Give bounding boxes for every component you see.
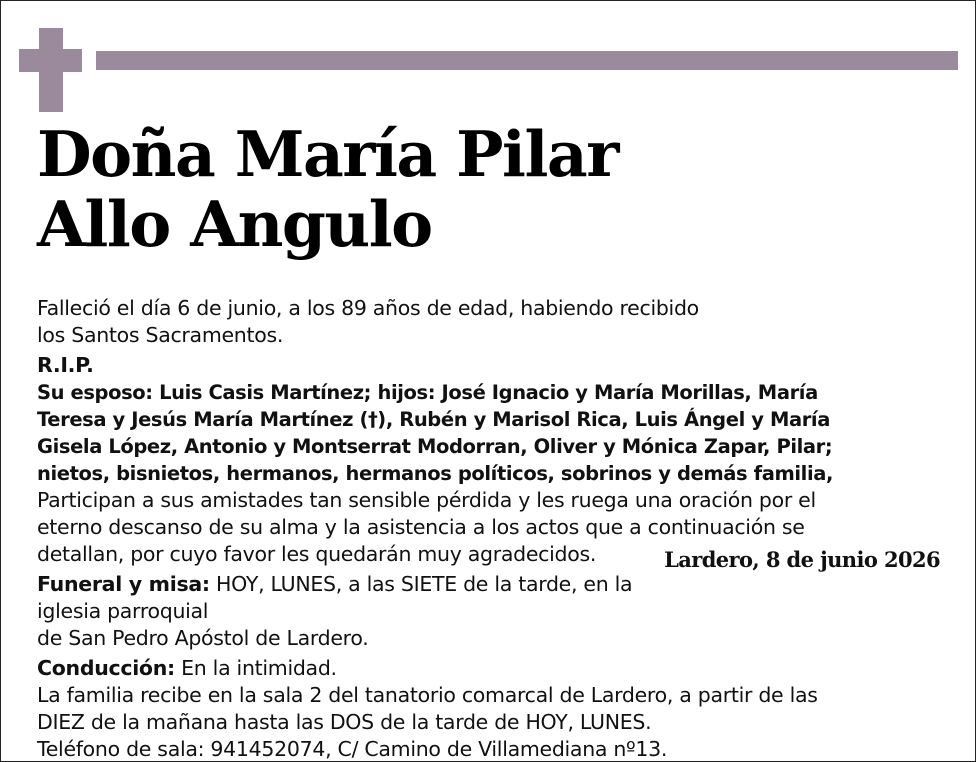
- funeral-text: HOY, LUNES, a las SIETE de la tarde, en la iglesia parroquial: [37, 572, 633, 623]
- wake-line1: La familia recibe en la sala 2 del tanatorio comarcal de Lardero, a partir de las: [37, 683, 818, 707]
- invite-line1: Participan a sus amistades tan sensible pérdida y les ruega una oración por el: [37, 488, 816, 512]
- cross-horizontal-bar: [19, 49, 82, 72]
- death-line2: los Santos Sacramentos.: [37, 323, 284, 347]
- family-line2: Teresa y Jesús María Martínez (†), Rubén y Marisol Rica, Luis Ángel y María: [37, 408, 830, 431]
- family-line3: Gisela López, Antonio y Montserrat Modorran, Oliver y Mónica Zapar, Pilar;: [37, 435, 833, 458]
- announcement-body: [37, 295, 942, 762]
- death-line1: Falleció el día 6 de junio, a los 89 años de edad, habiendo recibido: [37, 296, 699, 320]
- funeral-line1: [37, 571, 942, 625]
- funeral-label: Funeral y misa:: [37, 572, 210, 596]
- family-line1: Su esposo: Luis Casis Martínez; hijos: José Ignacio y María Morillas, María: [37, 381, 818, 404]
- conduction-line: [37, 655, 942, 682]
- family-line4: nietos, bisnietos, hermanos, hermanos políticos, sobrinos y demás familia,: [37, 462, 833, 485]
- deceased-name-line1: Doña María Pilar: [37, 117, 618, 191]
- wake-line2: DIEZ de la mañana hasta las DOS de la tarde de HOY, LUNES.: [37, 710, 652, 734]
- place-date: Lardero, 8 de junio 2026: [664, 547, 940, 572]
- conduction-label: Conducción:: [37, 656, 175, 680]
- deceased-name-line2: Allo Angulo: [37, 187, 432, 261]
- family-list: [37, 379, 942, 487]
- rip-text: R.I.P.: [37, 353, 94, 377]
- funeral-line2: de San Pedro Apóstol de Lardero.: [37, 626, 369, 650]
- invite-line3-text: detallan, por cuyo favor les quedarán muy agradecidos.: [37, 542, 597, 566]
- wake-line3: Teléfono de sala: 941452074, C/ Camino de Villamediana nº13.: [37, 737, 668, 761]
- invite-line3: [37, 541, 942, 572]
- conduction-text: En la intimidad.: [174, 656, 337, 680]
- deceased-name: [37, 119, 618, 259]
- invite-line2: eterno descanso de su alma y la asistencia a los actos que a continuación se: [37, 515, 805, 539]
- header-rule: [96, 51, 958, 70]
